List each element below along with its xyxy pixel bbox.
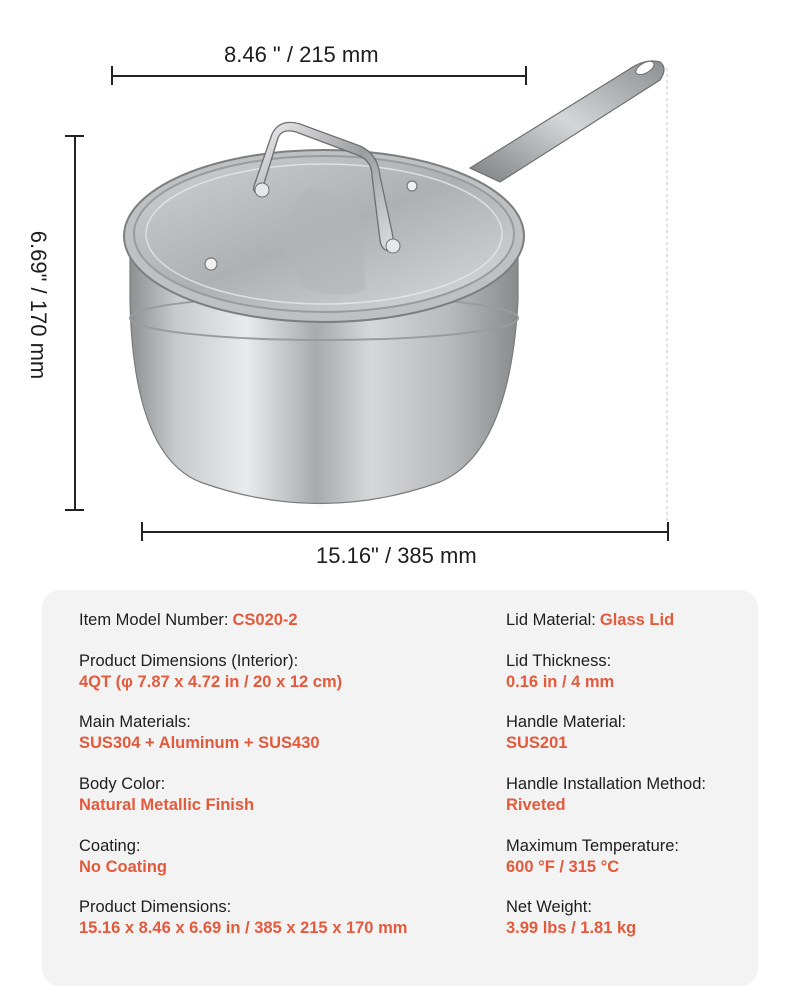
spec-value: 600 °F / 315 °C xyxy=(506,858,620,876)
spec-label: Net Weight: xyxy=(506,898,592,916)
spec-label: Handle Material: xyxy=(506,713,627,731)
spec-value: 0.16 in / 4 mm xyxy=(506,673,615,691)
length-dimension-label: 15.16" / 385 mm xyxy=(316,543,477,568)
spec-coating xyxy=(79,836,167,878)
spec-label: Lid Thickness: xyxy=(506,652,612,670)
steam-vent-icon xyxy=(205,258,217,270)
spec-max-temperature xyxy=(506,836,679,878)
spec-label: Maximum Temperature: xyxy=(506,837,680,855)
spec-body-color xyxy=(79,774,254,816)
spec-handle-material xyxy=(506,712,626,754)
spec-value: 3.99 lbs / 1.81 kg xyxy=(506,919,637,937)
spec-label: Product Dimensions: xyxy=(79,898,232,916)
spec-label: Handle Installation Method: xyxy=(506,775,706,793)
spec-label: Item Model Number: xyxy=(79,611,229,629)
height-dimension-line xyxy=(74,135,76,510)
spec-label: Product Dimensions (Interior): xyxy=(79,652,299,670)
spec-value: Glass Lid xyxy=(599,611,675,629)
spec-lid-thickness xyxy=(506,651,614,693)
spec-main-materials xyxy=(79,712,320,754)
spec-interior-dimensions xyxy=(79,651,342,693)
spec-label: Body Color: xyxy=(79,775,166,793)
height-dimension-label: 6.69" / 170 mm xyxy=(26,230,52,380)
spec-value: No Coating xyxy=(79,858,167,876)
width-dimension-line xyxy=(111,75,526,77)
spec-value: 15.16 x 8.46 x 6.69 in / 385 x 215 x 170 mm xyxy=(79,919,408,937)
spec-label: Coating: xyxy=(79,837,141,855)
width-dimension-label: 8.46 " / 215 mm xyxy=(224,42,379,67)
spec-model-number xyxy=(79,610,298,631)
spec-product-dimensions xyxy=(79,897,407,939)
spec-value: SUS304 + Aluminum + SUS430 xyxy=(79,734,320,752)
spec-lid-material xyxy=(506,610,674,631)
spec-value: CS020-2 xyxy=(232,611,298,629)
spec-label: Main Materials: xyxy=(79,713,191,731)
spec-value: Natural Metallic Finish xyxy=(79,796,255,814)
spec-value: SUS201 xyxy=(506,734,568,752)
spec-net-weight xyxy=(506,897,636,939)
length-dimension-line xyxy=(141,531,668,533)
spec-label: Lid Material: xyxy=(506,611,596,629)
pan-handle xyxy=(470,59,664,182)
spec-value: Riveted xyxy=(506,796,566,814)
spec-handle-installation xyxy=(506,774,706,816)
specifications-panel xyxy=(42,590,758,986)
spec-value: 4QT (φ 7.87 x 4.72 in / 20 x 12 cm) xyxy=(79,673,343,691)
